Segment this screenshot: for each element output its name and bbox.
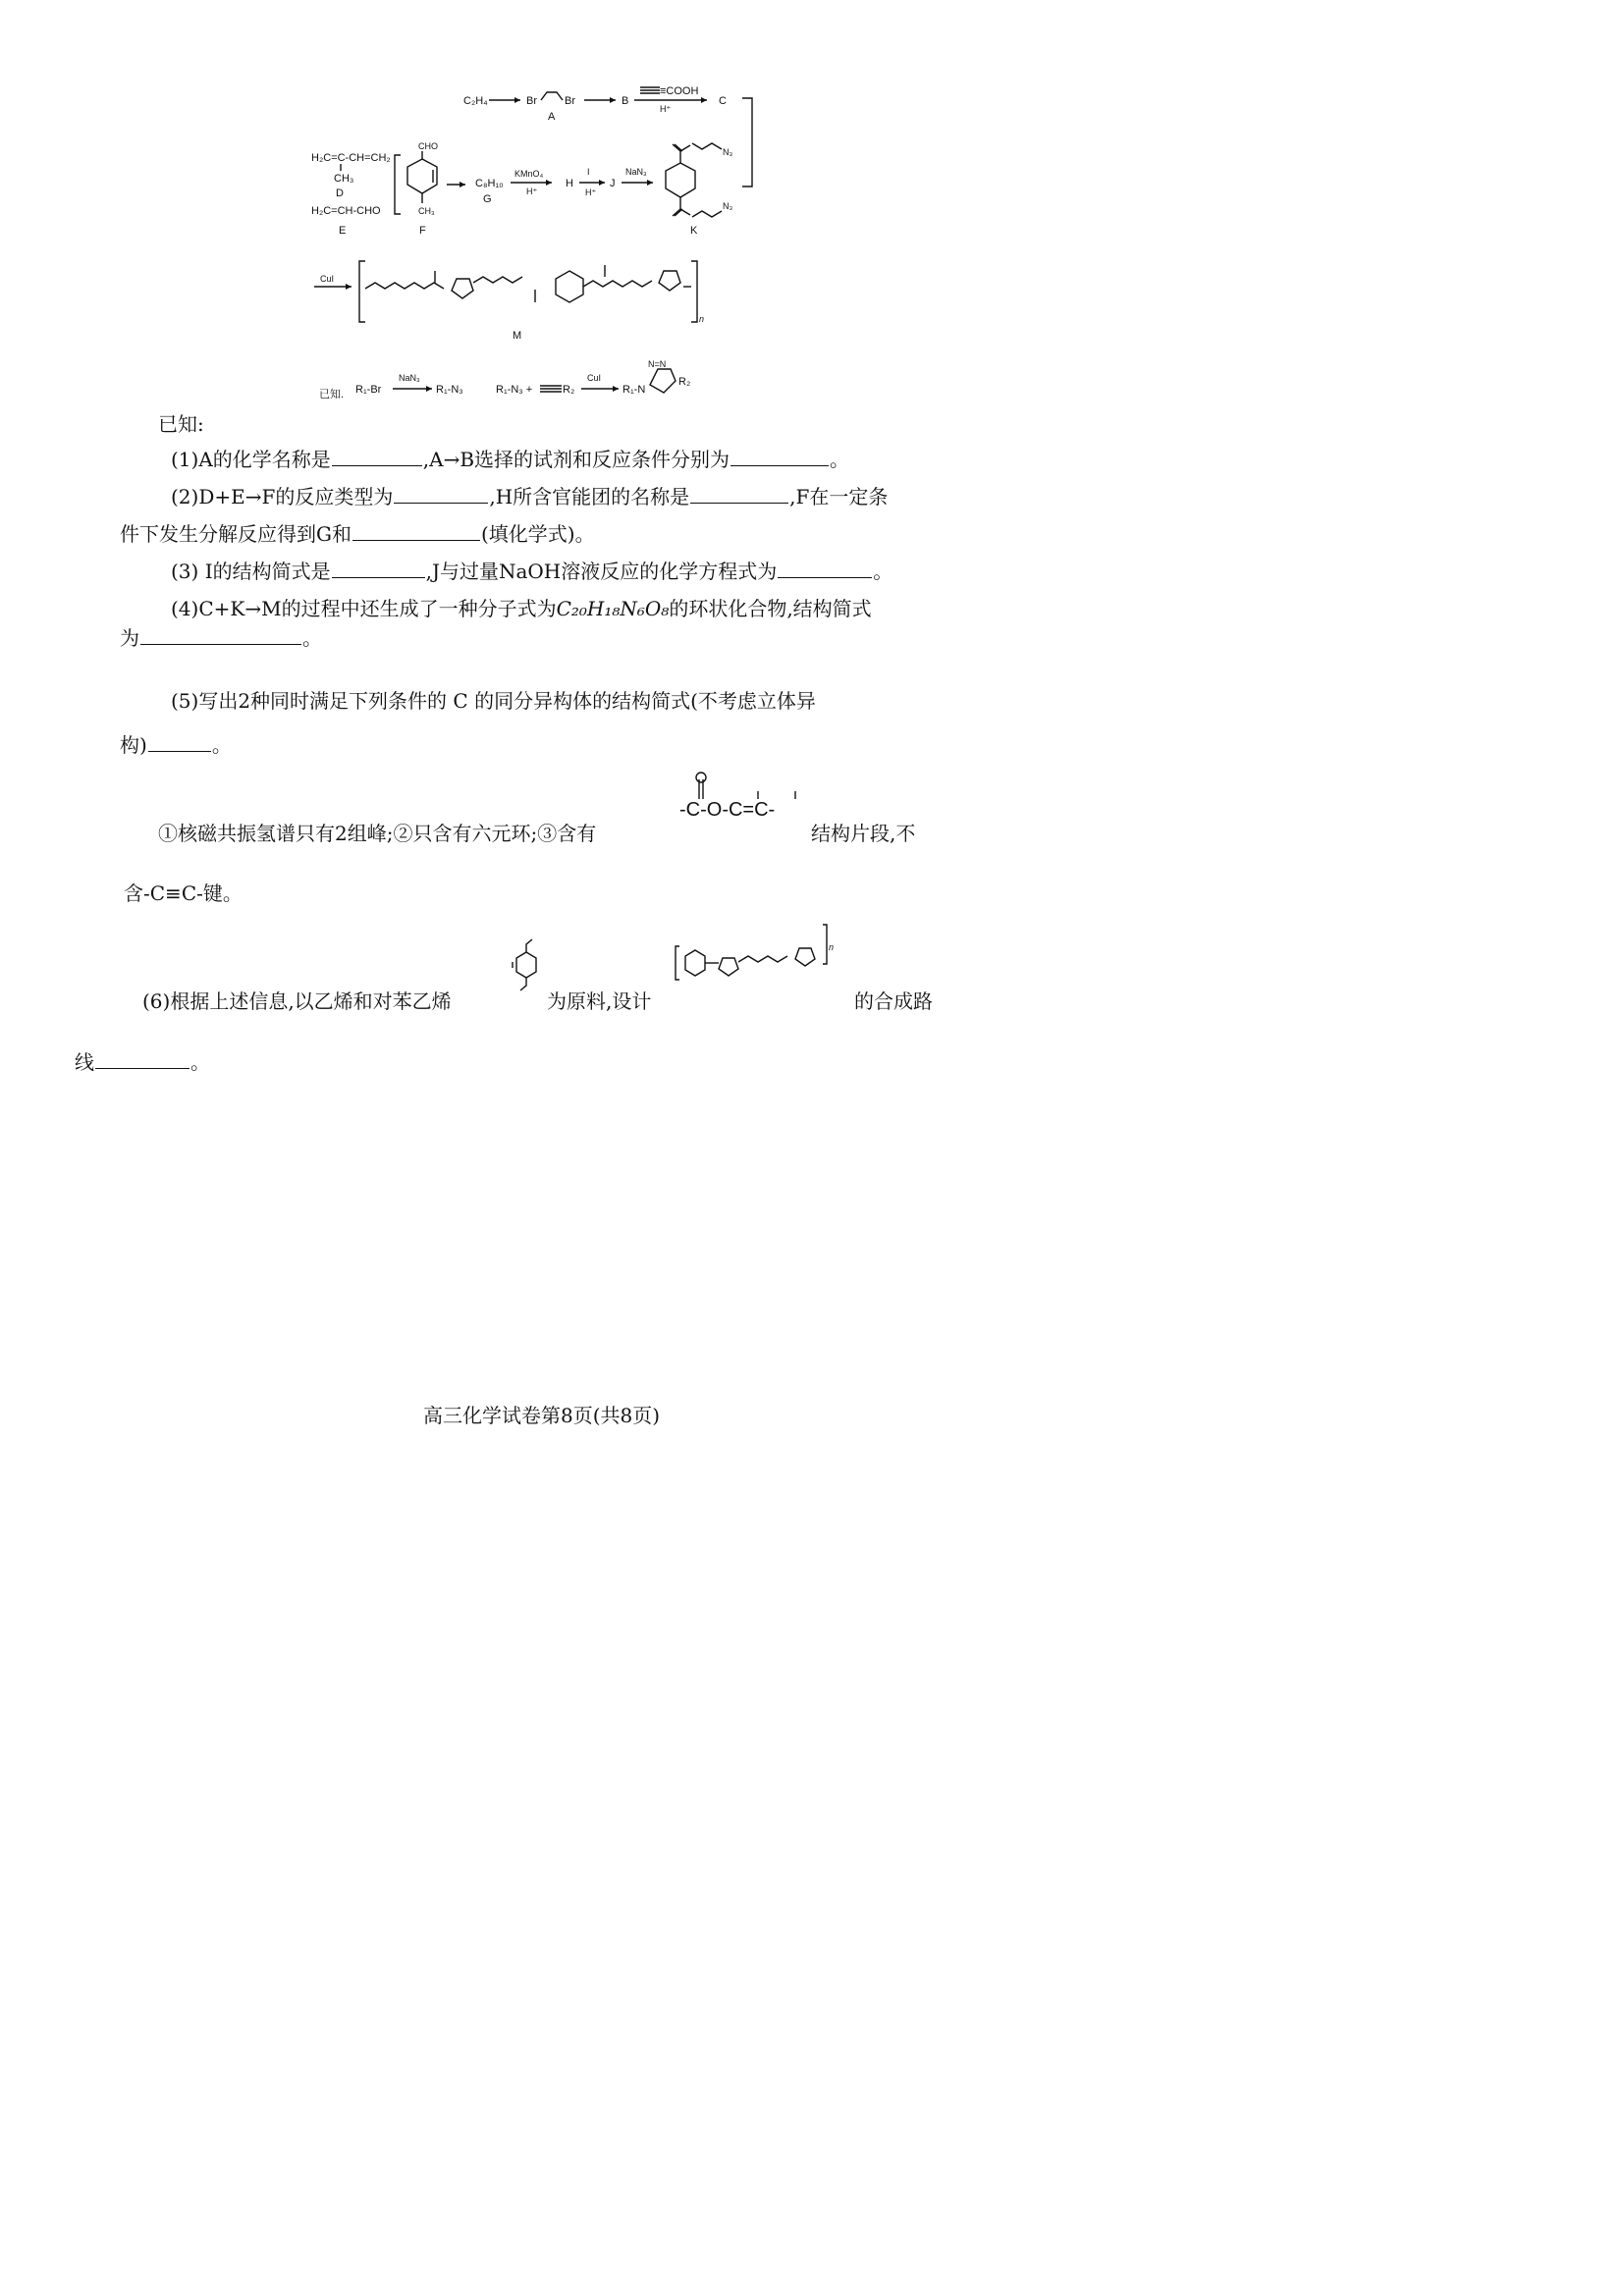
answer-blank-6[interactable] [95, 1050, 189, 1069]
condition-line-1b: 结构片段,不 [811, 822, 916, 845]
question-2: (2)D+E→F的反应类型为 ,H所含官能团的名称是 ,F在一定条 [171, 485, 889, 508]
M-chain-1 [365, 283, 444, 289]
DE-bracket [395, 155, 401, 214]
known-product: R₁-N [622, 384, 646, 396]
known-prefix: 已知. [319, 389, 345, 400]
F-cho: CHO [418, 141, 438, 151]
F-ch3: CH₃ [418, 206, 435, 216]
known-r2: R₂ [563, 384, 575, 396]
K-ring [666, 163, 695, 197]
answer-blank-1b[interactable] [730, 448, 829, 466]
K-label: K [690, 225, 698, 237]
condition-line-1a: ①核磁共振氢谱只有2组峰;②只含有六元环;③含有 [158, 822, 597, 845]
answer-blank-3a[interactable] [332, 560, 425, 578]
cond-bc: H⁺ [660, 104, 672, 114]
reagent-I: I [587, 167, 590, 177]
question-5-cont: 构) 。 [120, 733, 232, 757]
reagent-propiolic-acid: ≡COOH [660, 85, 699, 97]
known-ring-n: N=N [648, 359, 667, 369]
answer-blank-2b[interactable] [690, 485, 788, 504]
question-6a: (6)根据上述信息,以乙烯和对苯乙烯 [142, 989, 452, 1013]
M-chain-2 [473, 277, 522, 283]
synthesis-scheme [295, 69, 776, 407]
F-label: F [419, 225, 426, 237]
M-n: n [699, 314, 705, 324]
answer-blank-3b[interactable] [778, 560, 872, 578]
known-cui: CuI [587, 373, 602, 383]
M-bracket-left [359, 261, 365, 322]
K-N3-top: N₃ [723, 147, 733, 157]
D-methyl: CH₃ [334, 173, 354, 185]
page-footer: 高三化学试卷第8页(共8页) [422, 1404, 661, 1427]
M-chain-3 [583, 281, 652, 287]
C-label: C [719, 95, 727, 107]
E-formula: H₂C=CH-CHO [311, 205, 381, 217]
target-polymer-n: n [829, 942, 835, 952]
answer-blank-1a[interactable] [332, 448, 422, 466]
scheme-start: C₂H₄ [463, 95, 488, 107]
E-label: E [339, 225, 347, 237]
D-formula: H₂C=C-CH=CH₂ [311, 152, 391, 164]
known-nan3: NaN₃ [399, 373, 420, 383]
A-label: A [548, 111, 556, 123]
A-br-left: Br [526, 95, 537, 107]
H-label: H [566, 178, 573, 189]
target-polymer-structure [672, 919, 848, 997]
A-skeleton [541, 92, 563, 100]
question-6b: 为原料,设计 [547, 989, 652, 1013]
J-label: J [610, 178, 616, 189]
K-N3-bottom: N₃ [723, 201, 733, 211]
cond-gh: H⁺ [526, 187, 538, 196]
reagent-cui: CuI [320, 274, 335, 284]
divinylbenzene-structure [509, 933, 544, 1001]
known-r1n3-plus: R₁-N₃ + [496, 384, 533, 396]
answer-blank-4[interactable] [140, 626, 301, 645]
M-bracket-right [691, 261, 697, 322]
question-3: (3) Ⅰ的结构简式是 ,J与过量NaOH溶液反应的化学方程式为 。 [171, 560, 893, 583]
M-triazole-1 [452, 279, 473, 298]
known-r2-product: R₂ [678, 376, 691, 388]
cond-hj: H⁺ [585, 187, 597, 197]
question-6c: 的合成路 [854, 989, 933, 1013]
B-label: B [622, 95, 629, 107]
known-triazole [650, 369, 676, 393]
G-formula: C₈H₁₀ [475, 178, 504, 189]
reagent-nan3: NaN₃ [625, 167, 647, 177]
reagent-kmno4: KMnO₄ [514, 169, 544, 179]
question-5: (5)写出2种同时满足下列条件的 C 的同分异构体的结构简式(不考虑立体异 [171, 689, 816, 713]
M-benzene [556, 271, 583, 302]
question-4: (4)C+K→M的过程中还生成了一种分子式为C₂₀H₁₈N₆O₈的环状化合物,结构简式 [171, 597, 872, 620]
G-label: G [483, 193, 492, 205]
question-6-cont: 线 。 [75, 1050, 210, 1074]
ester-vinyl-fragment [677, 768, 815, 827]
question-2-cont: 件下发生分解反应得到G和 (填化学式)。 [120, 522, 595, 546]
answer-blank-5[interactable] [148, 733, 211, 752]
D-label: D [336, 187, 344, 199]
question-4-cont: 为 。 [120, 626, 322, 650]
known-label: 已知: [158, 412, 204, 436]
M-triazole-2 [659, 271, 680, 291]
fragment-formula: -C-O-C=C- [679, 799, 776, 821]
formula-C20H18N6O8: C₂₀H₁₈N₆O₈ [556, 597, 670, 620]
answer-blank-2c[interactable] [352, 522, 480, 541]
M-label: M [513, 330, 522, 342]
A-br-right: Br [565, 95, 575, 107]
known-r1n3: R₁-N₃ [436, 384, 463, 396]
condition-line-2: 含-C≡C-键。 [124, 881, 243, 905]
known-r1br: R₁-Br [355, 384, 382, 396]
merge-bracket [742, 98, 752, 187]
answer-blank-2a[interactable] [394, 485, 488, 504]
question-1: (1)A的化学名称是 ,A→B选择的试剂和反应条件分别为 。 [171, 448, 850, 471]
